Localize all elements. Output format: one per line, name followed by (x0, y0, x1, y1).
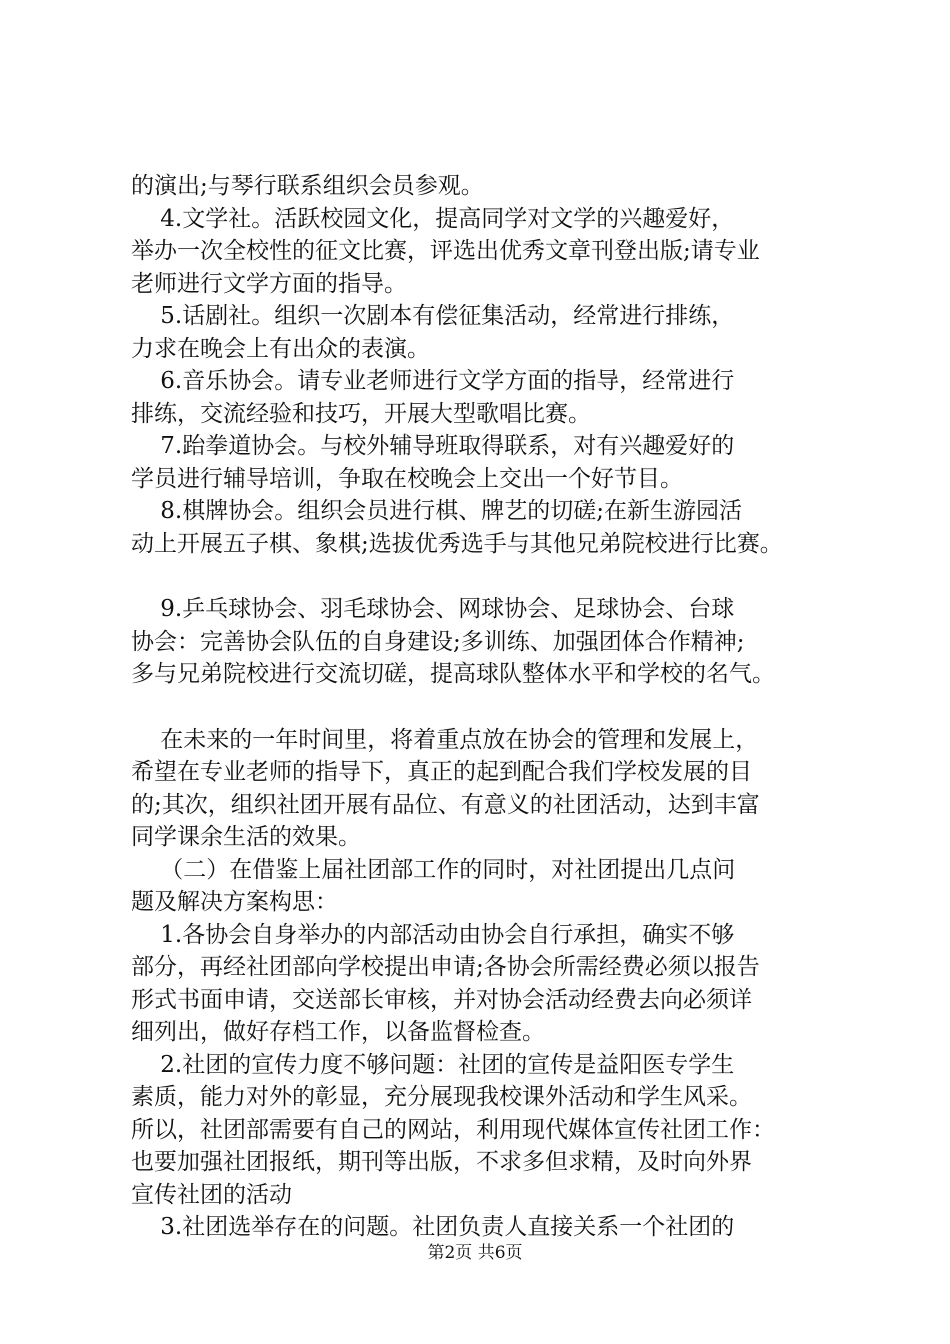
text-line: 学员进行辅导培训，争取在校晚会上交出一个好节目。 (131, 465, 683, 492)
page-number: 第2页 共6页 (427, 1243, 523, 1263)
text-line: 1.各协会自身举办的内部活动由协会自行承担，确实不够 (131, 921, 735, 948)
text-line: 题及解决方案构思： (131, 889, 338, 915)
text-line: 3.社团选举存在的问题。社团负责人直接关系一个社团的 (131, 1214, 735, 1240)
document-body (131, 170, 831, 1244)
page-footer (0, 1241, 950, 1265)
text-line: 举办一次全校性的征文比赛，评选出优秀文章刊登出版;请专业 (131, 238, 760, 264)
text-line: 多与兄弟院校进行交流切磋，提高球队整体水平和学校的名气。 (131, 661, 775, 687)
text-line: 也要加强社团报纸，期刊等出版，不求多但求精，及时向外界 (131, 1149, 752, 1175)
text-line: 5.话剧社。组织一次剧本有偿征集活动，经常进行排练， (131, 303, 735, 329)
text-line: 协会：完善协会队伍的自身建设;多训练、加强团体合作精神; (131, 628, 745, 655)
text-line: 细列出，做好存档工作，以备监督检查。 (131, 1019, 545, 1045)
text-line: （二）在借鉴上届社团部工作的同时，对社团提出几点问 (131, 856, 736, 883)
text-line: 希望在专业老师的指导下，真正的起到配合我们学校发展的目 (131, 759, 752, 785)
text-line: 宣传社团的活动 (131, 1181, 292, 1208)
text-line: 所以，社团部需要有自己的网站，利用现代媒体宣传社团工作： (131, 1116, 775, 1143)
text-line: 6.音乐协会。请专业老师进行文学方面的指导，经常进行 (131, 368, 735, 394)
text-line: 2.社团的宣传力度不够问题：社团的宣传是益阳医专学生 (131, 1051, 735, 1078)
text-line: 排练，交流经验和技巧，开展大型歌唱比赛。 (131, 400, 591, 427)
text-line: 4.文学社。活跃校园文化，提高同学对文学的兴趣爱好， (131, 205, 735, 232)
text-line: 力求在晚会上有出众的表演。 (131, 335, 430, 362)
text-line: 动上开展五子棋、象棋;选拔优秀选手与其他兄弟院校进行比赛。 (131, 530, 783, 557)
text-line: 7.跆拳道协会。与校外辅导班取得联系，对有兴趣爱好的 (131, 433, 735, 459)
text-line: 部分，再经社团部向学校提出申请;各协会所需经费必须以报告 (131, 954, 760, 980)
text-line: 的;其次，组织社团开展有品位、有意义的社团活动，达到丰富 (131, 791, 760, 818)
text-line: 的演出;与琴行联系组织会员参观。 (131, 173, 484, 199)
text-line: 9.乒乓球协会、羽毛球协会、网球协会、足球协会、台球 (131, 596, 735, 622)
text-line: 老师进行文学方面的指导。 (131, 270, 407, 297)
text-line: 8.棋牌协会。组织会员进行棋、牌艺的切磋;在新生游园活 (131, 498, 742, 524)
text-line: 形式书面申请，交送部长审核，并对协会活动经费去向必须详 (131, 986, 752, 1013)
text-line: 素质，能力对外的彰显，充分展现我校课外活动和学生风采。 (131, 1084, 752, 1110)
text-line: 在未来的一年时间里，将着重点放在协会的管理和发展上， (131, 726, 759, 753)
text-line: 同学课余生活的效果。 (131, 824, 361, 850)
